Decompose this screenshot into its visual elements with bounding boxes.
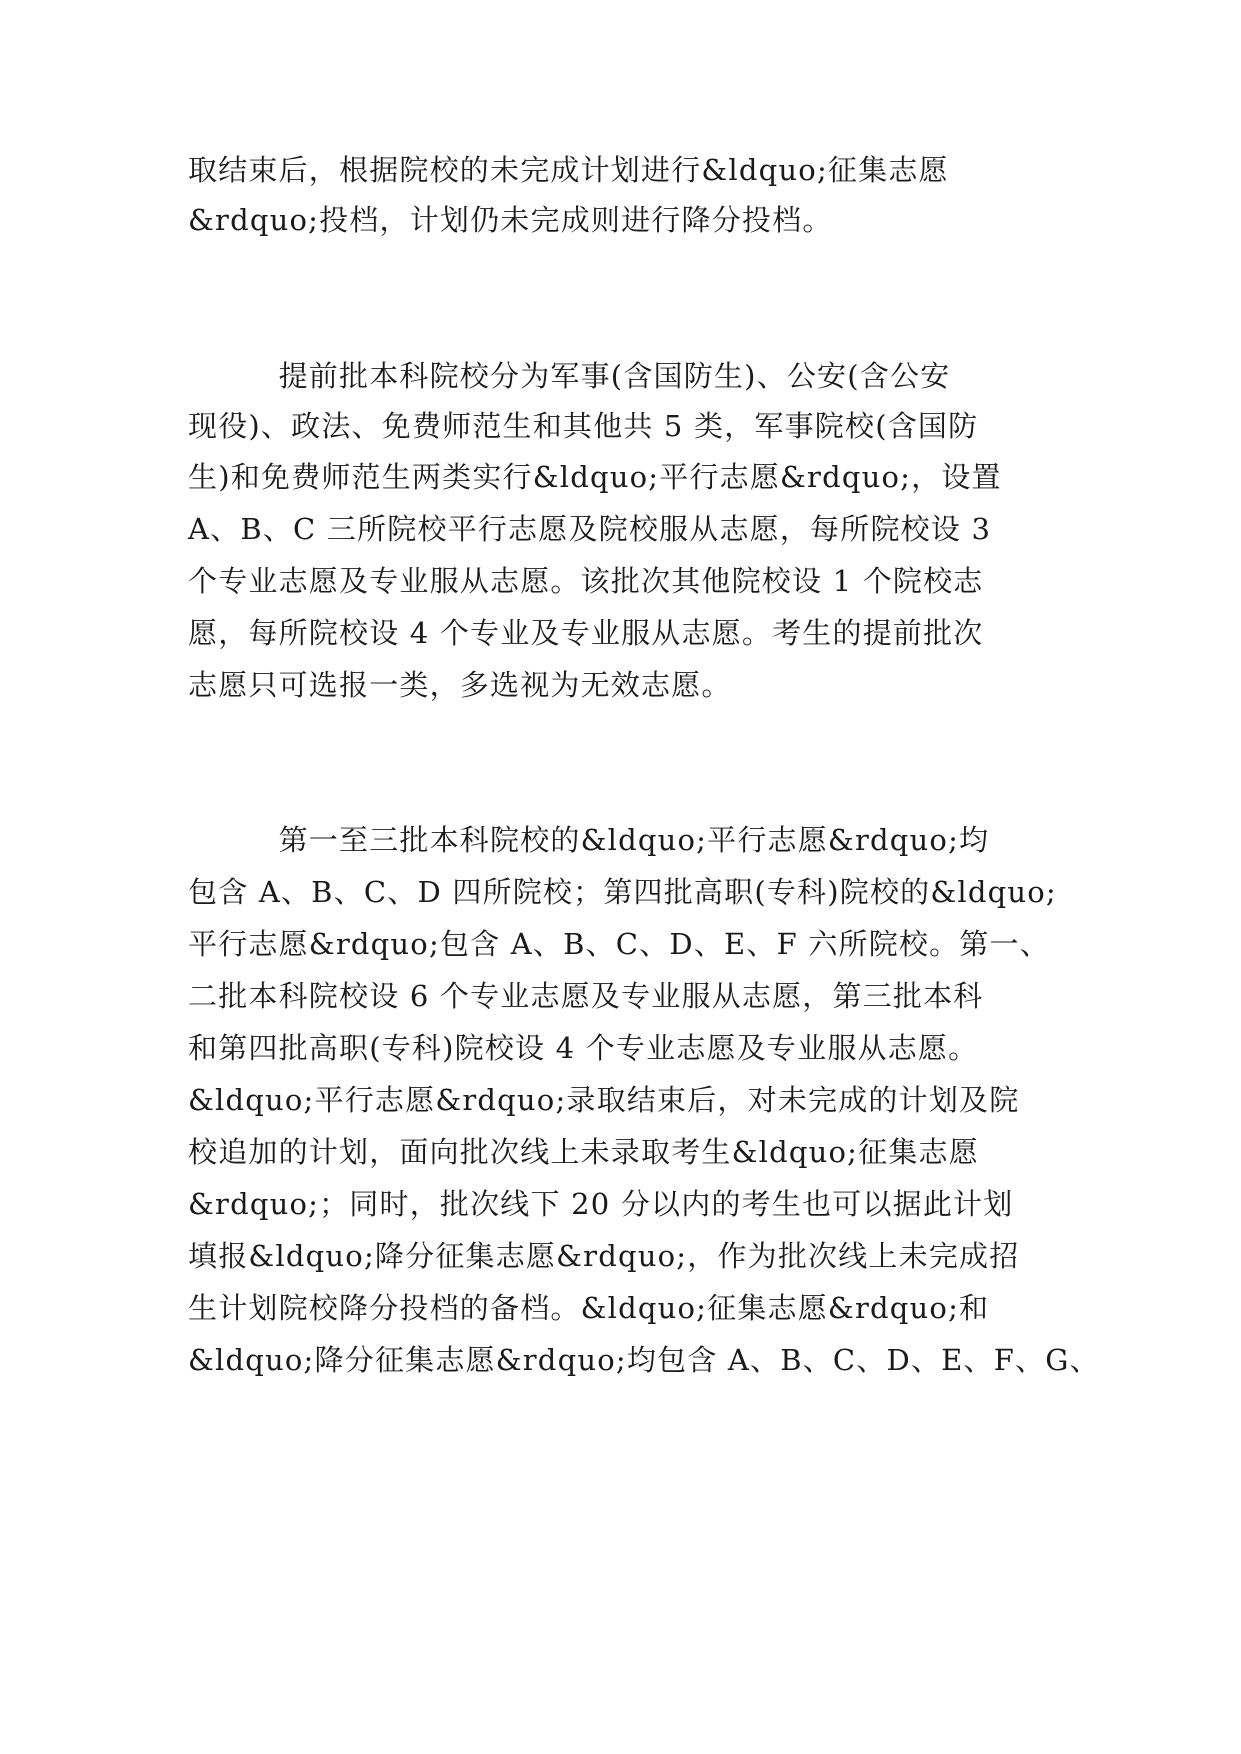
text-line: 志愿只可选报一类，多选视为无效志愿。 bbox=[188, 668, 732, 702]
text-line: 包含 A、B、C、D 四所院校；第四批高职(专科)院校的&ldquo; bbox=[188, 875, 1057, 909]
text-line: 填报&ldquo;降分征集志愿&rdquo;，作为批次线上未完成招 bbox=[188, 1239, 1020, 1273]
text-line: 第一至三批本科院校的&ldquo;平行志愿&rdquo;均 bbox=[188, 823, 990, 857]
text-line: 生)和免费师范生两类实行&ldquo;平行志愿&rdquo;，设置 bbox=[188, 460, 1002, 494]
text-line: 和第四批高职(专科)院校设 4 个专业志愿及专业服从志愿。 bbox=[188, 1031, 979, 1065]
text-line: A、B、C 三所院校平行志愿及院校服从志愿，每所院校设 3 bbox=[188, 512, 992, 546]
text-line: &rdquo;投档，计划仍未完成则进行降分投档。 bbox=[188, 203, 833, 237]
text-line: 个专业志愿及专业服从志愿。该批次其他院校设 1 个院校志 bbox=[188, 564, 984, 598]
text-line: 二批本科院校设 6 个专业志愿及专业服从志愿，第三批本科 bbox=[188, 979, 984, 1013]
text-line: 生计划院校降分投档的备档。&ldquo;征集志愿&rdquo;和 bbox=[188, 1291, 990, 1325]
text-line: 提前批本科院校分为军事(含国防生)、公安(含公安 bbox=[188, 359, 951, 393]
text-line: 平行志愿&rdquo;包含 A、B、C、D、E、F 六所院校。第一、 bbox=[188, 927, 1050, 961]
text-line: 现役)、政法、免费师范生和其他共 5 类，军事院校(含国防 bbox=[188, 409, 979, 443]
text-line: &ldquo;降分征集志愿&rdquo;均包含 A、B、C、D、E、F、G、 bbox=[188, 1343, 1100, 1377]
text-line: 愿，每所院校设 4 个专业及专业服从志愿。考生的提前批次 bbox=[188, 616, 984, 650]
text-line: &ldquo;平行志愿&rdquo;录取结束后，对未完成的计划及院 bbox=[188, 1083, 1020, 1117]
text-line: 取结束后，根据院校的未完成计划进行&ldquo;征集志愿 bbox=[188, 153, 949, 187]
text-line: &rdquo;；同时，批次线下 20 分以内的考生也可以据此计划 bbox=[188, 1187, 1014, 1221]
text-line: 校追加的计划，面向批次线上未录取考生&ldquo;征集志愿 bbox=[188, 1135, 979, 1169]
